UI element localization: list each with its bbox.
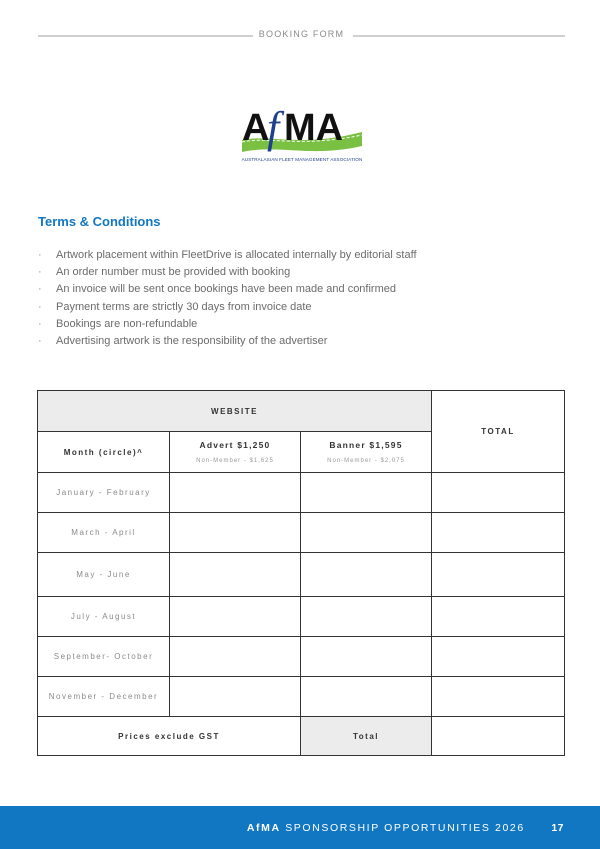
svg-text:A: A xyxy=(242,107,270,149)
month-column-header: Month (circle)^ xyxy=(38,432,170,473)
logo-caption: AUSTRALASIAN FLEET MANAGEMENT ASSOCIATION xyxy=(241,157,363,162)
banner-price-label: Banner $1,595 xyxy=(329,440,403,450)
advert-entry-cell[interactable] xyxy=(170,473,301,513)
svg-text:f: f xyxy=(267,104,280,152)
footer-title: SPONSORSHIP OPPORTUNITIES 2026 xyxy=(285,822,525,834)
banner-entry-cell[interactable] xyxy=(301,677,432,717)
terms-list xyxy=(38,249,417,352)
page-footer xyxy=(0,806,600,849)
page-header xyxy=(38,28,565,42)
table-row xyxy=(38,637,565,677)
terms-item: · Advertising artwork is the responsibility of the advertiser xyxy=(38,334,328,347)
banner-entry-cell[interactable] xyxy=(301,553,432,597)
booking-table xyxy=(37,390,565,756)
banner-entry-cell[interactable] xyxy=(301,637,432,677)
advert-entry-cell[interactable] xyxy=(170,637,301,677)
terms-title: Terms & Conditions xyxy=(38,214,161,229)
month-option[interactable]: September- October xyxy=(38,637,170,677)
total-entry-cell[interactable] xyxy=(432,677,565,717)
total-entry-cell[interactable] xyxy=(432,637,565,677)
total-entry-cell[interactable] xyxy=(432,553,565,597)
month-option[interactable]: May - June xyxy=(38,553,170,597)
table-row xyxy=(38,677,565,717)
advert-entry-cell[interactable] xyxy=(170,553,301,597)
svg-text:MA: MA xyxy=(284,107,344,149)
terms-item: · Payment terms are strictly 30 days from invoice date xyxy=(38,300,312,313)
terms-item: · Bookings are non-refundable xyxy=(38,317,198,330)
table-row xyxy=(38,597,565,637)
grand-total-cell[interactable] xyxy=(432,717,565,756)
page-number: 17 xyxy=(551,822,564,834)
month-option[interactable]: March - April xyxy=(38,513,170,553)
advert-nonmember-price: Non-Member - $1,625 xyxy=(196,458,274,464)
table-row xyxy=(38,473,565,513)
table-row xyxy=(38,553,565,597)
total-entry-cell[interactable] xyxy=(432,513,565,553)
advert-entry-cell[interactable] xyxy=(170,513,301,553)
month-option[interactable]: July - August xyxy=(38,597,170,637)
month-option[interactable]: November - December xyxy=(38,677,170,717)
header-divider-right xyxy=(353,35,565,37)
header-title: BOOKING FORM xyxy=(258,29,345,39)
total-entry-cell[interactable] xyxy=(432,473,565,513)
terms-item: · Artwork placement within FleetDrive is allocated internally by editorial staff xyxy=(38,249,417,261)
gst-note: Prices exclude GST xyxy=(38,717,301,756)
table-row xyxy=(38,513,565,553)
advert-entry-cell[interactable] xyxy=(170,677,301,717)
advert-price-label: Advert $1,250 xyxy=(199,440,271,450)
banner-nonmember-price: Non-Member - $2,075 xyxy=(327,458,405,464)
banner-entry-cell[interactable] xyxy=(301,597,432,637)
month-option[interactable]: January - February xyxy=(38,473,170,513)
footer-brand: AfMA xyxy=(246,822,281,834)
advert-column-header xyxy=(170,432,301,473)
terms-item: · An order number must be provided with booking xyxy=(38,266,291,279)
total-label: Total xyxy=(301,717,432,756)
advert-entry-cell[interactable] xyxy=(170,597,301,637)
total-entry-cell[interactable] xyxy=(432,597,565,637)
footer-text xyxy=(247,822,564,834)
terms-item: · An invoice will be sent once bookings have been made and confirmed xyxy=(38,283,396,296)
website-section-title: WEBSITE xyxy=(38,391,432,432)
total-column-header: TOTAL xyxy=(432,391,565,473)
banner-entry-cell[interactable] xyxy=(301,513,432,553)
banner-entry-cell[interactable] xyxy=(301,473,432,513)
banner-column-header xyxy=(301,432,432,473)
